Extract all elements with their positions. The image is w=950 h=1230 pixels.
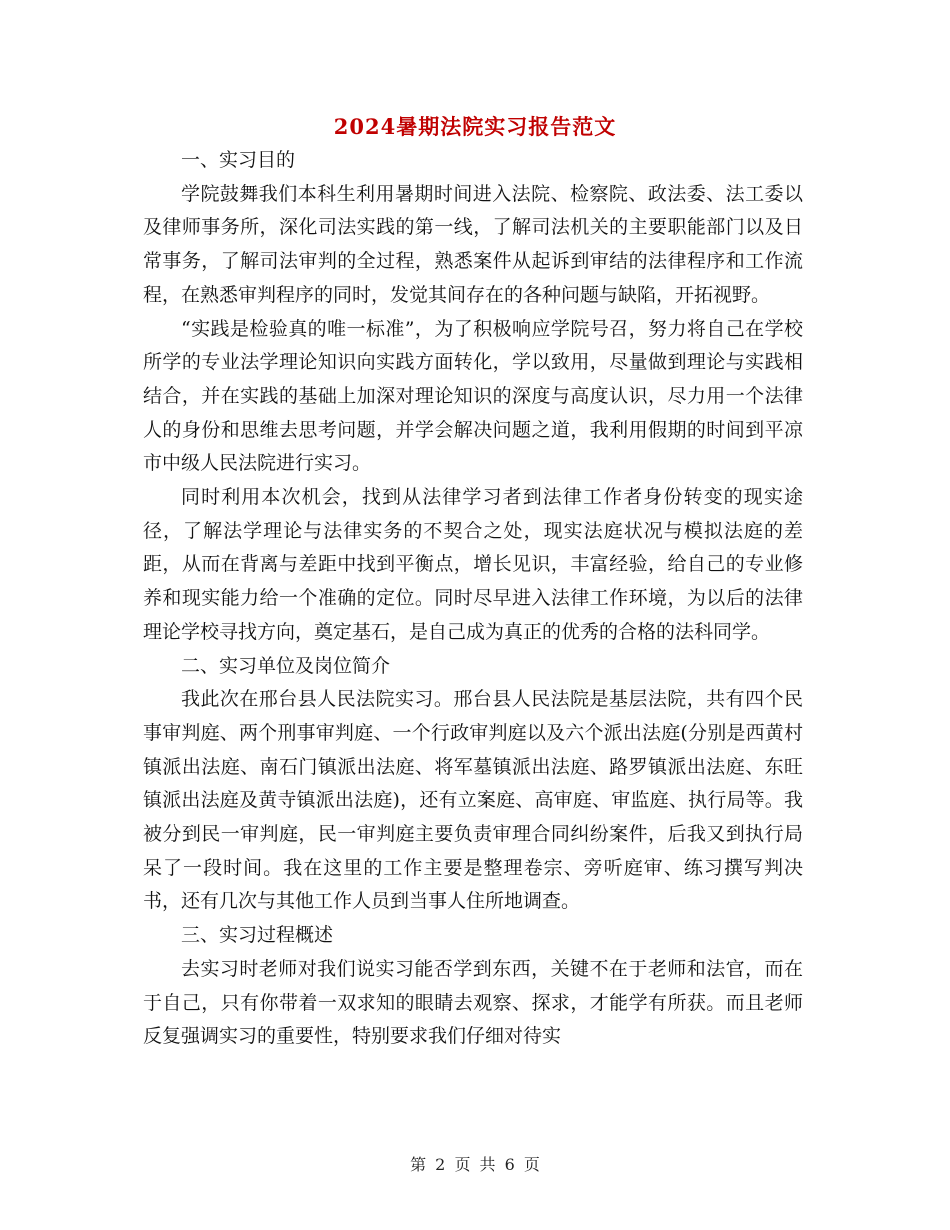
section-heading: 一、实习目的 (181, 149, 296, 171)
paragraph: “实践是检验真的唯一标准”，为了积极响应学院号召，努力将自己在学校所学的专业法学理论知识向实践方面转化，学以致用，尽量做到理论与实践相结合，并在实践的基础上加深对理论知识的深度与高度认识，尽力用一个法律人的身份和思维去思考问题，并学会解决问题之道，我利用假期的时间到平凉市中级人民法院进行实习。 (143, 317, 803, 475)
page-footer: 第 2 页 共 6 页 (410, 1155, 540, 1174)
paragraph: 学院鼓舞我们本科生利用暑期时间进入法院、检察院、政法委、法工委以及律师事务所，深化司法实践的第一线，了解司法机关的主要职能部门以及日常事务，了解司法审判的全过程，熟悉案件从起诉到审结的法律程序和工作流程，在熟悉审判程序的同时，发觉其间存在的各种问题与缺陷，开拓视野。 (143, 182, 803, 306)
document-body (143, 144, 803, 1054)
document-title: 2024暑期法院实习报告范文 (333, 114, 617, 139)
section-heading: 二、实习单位及岗位简介 (181, 654, 391, 677)
paragraph: 去实习时老师对我们说实习能否学到东西，关键不在于老师和法官，而在于自己，只有你带着一双求知的眼睛去观察、探求，才能学有所获。而且老师反复强调实习的重要性，特别要求我们仔细对待实 (143, 957, 803, 1048)
paragraph: 我此次在邢台县人民法院实习。邢台县人民法院是基层法院，共有四个民事审判庭、两个刑事审判庭、一个行政审判庭以及六个派出法庭(分别是西黄村镇派出法庭、南石门镇派出法庭、将军墓镇派出法庭、路罗镇派出法庭、东旺镇派出法庭及黄寺镇派出法庭)，还有立案庭、高审庭、审监庭、执行局等。我被分到民一审判庭，民一审判庭主要负责审理合同纠纷案件，后我又到执行局呆了一段时间。我在这里的工作主要是整理卷宗、旁听庭审、练习撰写判决书，还有几次与其他工作人员到当事人住所地调查。 (143, 688, 803, 913)
paragraph: 同时利用本次机会，找到从法律学习者到法律工作者身份转变的现实途径，了解法学理论与法律实务的不契合之处，现实法庭状况与模拟法庭的差距，从而在背离与差距中找到平衡点，增长见识，丰富经验，给自己的专业修养和现实能力给一个准确的定位。同时尽早进入法律工作环境，为以后的法律理论学校寻找方向，奠定基石，是自己成为真正的优秀的合格的法科同学。 (143, 486, 803, 643)
section-heading: 三、实习过程概述 (181, 924, 334, 947)
